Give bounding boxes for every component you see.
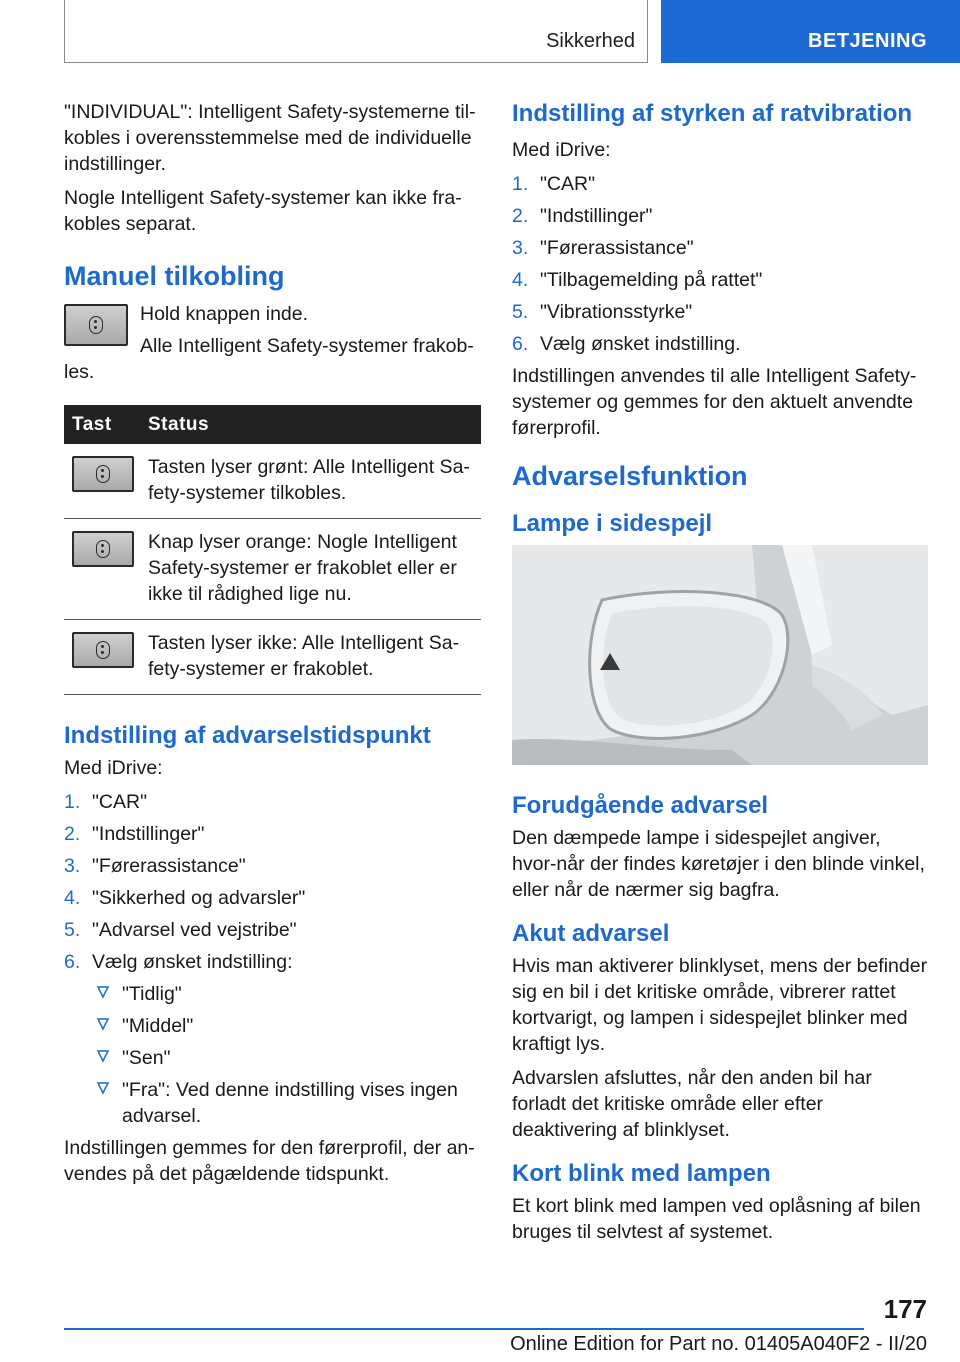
triangle-bullet-icon <box>96 1017 110 1031</box>
pre-warning-text: Den dæmpede lampe i sidespejlet angiver, hvor-når der findes køretøjer i den blinde vinkel, eller når de nærmer sig bagfra. <box>512 827 925 901</box>
footer-edition: Online Edition for Part no. 01405A040F2 - II/20 <box>510 1333 927 1355</box>
list-item: 5. "Vibrationsstyrke" <box>512 301 693 323</box>
assist-button-icon <box>72 456 134 492</box>
left-column <box>64 99 481 1195</box>
list-item: 3. "Førerassistance" <box>512 237 694 259</box>
timing-options <box>92 981 481 1129</box>
intro-paragraph-1: "INDIVIDUAL": Intelligent Safety-systemerne til-kobles i overensstemmelse med de individuelle indstillinger. <box>64 101 476 175</box>
vibration-heading: Indstilling af styrken af ratvibration <box>512 100 913 127</box>
table-header-tast: Tast <box>64 405 140 444</box>
manual-line-2: Alle Intelligent Safety-systemer frakob-les. <box>64 335 474 383</box>
manual-line-1: Hold knappen inde. <box>140 303 309 325</box>
lamp-heading: Lampe i sidespejl <box>512 510 713 537</box>
footer-divider <box>64 1328 864 1330</box>
right-column <box>512 99 928 1253</box>
chapter-tab <box>661 0 960 63</box>
list-item: 2. "Indstillinger" <box>512 205 653 227</box>
table-row <box>64 519 481 620</box>
list-item: 6. Vælg ønsket indstilling: "Tidlig" "Middel" "Sen" "Fra": Ved denne indstilling vises ingen advarsel. <box>64 949 481 1129</box>
manual-heading: Manuel tilkobling <box>64 261 285 291</box>
short-blink-heading: Kort blink med lampen <box>512 1160 771 1187</box>
option-item: "Fra": Ved denne indstilling vises ingen advarsel. <box>92 1077 481 1129</box>
pre-warning-heading: Forudgående advarsel <box>512 792 769 819</box>
status-table <box>64 405 481 695</box>
manual-block <box>64 301 481 385</box>
timing-note: Indstillingen gemmes for den førerprofil, der an-vendes på det pågældende tidspunkt. <box>64 1137 475 1185</box>
table-header-row <box>64 405 481 444</box>
list-item: 4. "Tilbagemelding på rattet" <box>512 269 763 291</box>
assist-button-icon <box>72 531 134 567</box>
intro-paragraph-2: Nogle Intelligent Safety-systemer kan ikke fra-kobles separat. <box>64 187 462 235</box>
option-item: "Middel" <box>92 1013 481 1039</box>
list-item: 3. "Førerassistance" <box>64 855 246 877</box>
option-item: "Tidlig" <box>92 981 481 1007</box>
header-section-box <box>64 0 648 63</box>
option-item: "Sen" <box>92 1045 481 1071</box>
list-item: 1. "CAR" <box>64 791 148 813</box>
timing-steps <box>64 789 481 1129</box>
list-item: 4. "Sikkerhed og advarsler" <box>64 887 306 909</box>
vibration-note: Indstillingen anvendes til alle Intelligent Safety-systemer og gemmes for den aktuelt anvendte førerprofil. <box>512 365 917 439</box>
triangle-bullet-icon <box>96 1049 110 1063</box>
assist-button-icon <box>72 632 134 668</box>
page-number: 177 <box>883 1294 927 1324</box>
table-row <box>64 444 481 519</box>
timing-heading: Indstilling af advarselstidspunkt <box>64 722 431 749</box>
side-mirror-illustration <box>512 545 928 765</box>
timing-intro: Med iDrive: <box>64 757 163 779</box>
list-item: 6. Vælg ønsket indstilling. <box>512 333 741 355</box>
list-item: 1. "CAR" <box>512 173 596 195</box>
table-cell-status: Tasten lyser ikke: Alle Intelligent Sa-fety-systemer er frakoblet. <box>140 620 481 695</box>
chapter-title: BETJENING <box>808 30 927 52</box>
list-item: 2. "Indstillinger" <box>64 823 205 845</box>
table-cell-status: Tasten lyser grønt: Alle Intelligent Sa-fety-systemer tilkobles. <box>140 444 481 519</box>
table-row <box>64 620 481 695</box>
table-cell-status: Knap lyser orange: Nogle Intelligent Safety-systemer er frakoblet eller er ikke til rådighed lige nu. <box>140 519 481 620</box>
warning-heading: Advarselsfunktion <box>512 461 748 491</box>
acute-warning-text-2: Advarslen afsluttes, når den anden bil har forladt det kritiske område eller efter deaktivering af blinklyset. <box>512 1067 872 1141</box>
acute-warning-heading: Akut advarsel <box>512 920 670 947</box>
triangle-bullet-icon <box>96 985 110 999</box>
acute-warning-text-1: Hvis man aktiverer blinklyset, mens der befinder sig en bil i det kritiske område, vibrerer rattet kortvarigt, og lampen i sidespejlet blinker med kraftigt lys. <box>512 955 928 1055</box>
assist-button-icon <box>64 304 128 346</box>
vibration-intro: Med iDrive: <box>512 139 611 161</box>
list-item: 5. "Advarsel ved vejstribe" <box>64 919 297 941</box>
table-header-status: Status <box>140 405 481 444</box>
short-blink-text: Et kort blink med lampen ved oplåsning af bilen bruges til selvtest af systemet. <box>512 1195 921 1243</box>
vibration-steps <box>512 171 928 357</box>
triangle-bullet-icon <box>96 1081 110 1095</box>
section-title: Sikkerhed <box>546 30 635 52</box>
